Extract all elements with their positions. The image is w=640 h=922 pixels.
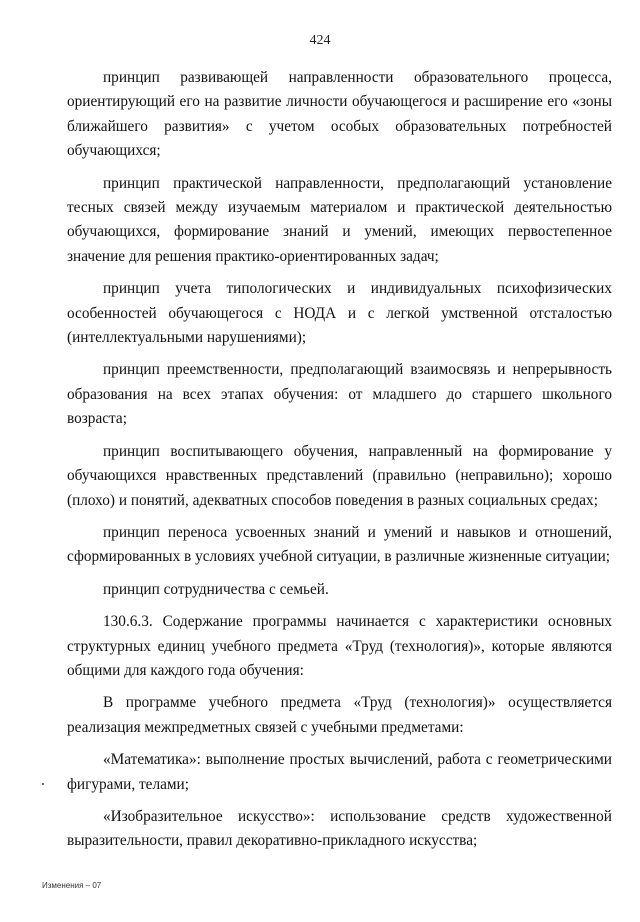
- paragraph-educating-principle: принцип воспитывающего обучения, направленный на формирование у обучающихся нравственных представлений (правильно (неправильно); хорошо (плохо) и понятий, адекватных способов поведения в разных социальных средах;: [67, 442, 612, 509]
- footer-revision-note: Изменения – 07: [42, 881, 102, 890]
- paragraph-developing-principle: принцип развивающей направленности образовательного процесса, ориентирующий его на развитие личности обучающегося и расширение его «зоны ближайшего развития» с учетом особых образовательных потребностей обучающихся;: [67, 69, 612, 160]
- paragraph-transfer-principle: принцип переноса усвоенных знаний и умений и навыков и отношений, сформированных в условиях учебной ситуации, в различные жизненные ситуации;: [67, 523, 612, 566]
- paragraph-mathematics: «Математика»: выполнение простых вычислений, работа с геометрическими фигурами, телами;: [67, 751, 612, 793]
- paragraph-interdisciplinary-links: В программе учебного предмета «Труд (технология)» осуществляется реализация межпредметных связей с учебными предметами:: [67, 694, 612, 736]
- page-number: 424: [309, 33, 331, 48]
- paragraph-continuity-principle: принцип преемственности, предполагающий взаимосвязь и непрерывность образования на всех этапах обучения: от младшего до старшего школьного возраста;: [67, 361, 612, 428]
- scan-speck: [42, 783, 44, 785]
- document-body: [67, 66, 612, 862]
- paragraph-fine-arts: «Изобразительное искусство»: использование средств художественной выразительности, правил декоративно-прикладного искусства;: [67, 807, 612, 850]
- paragraph-practical-principle: принцип практической направленности, предполагающий установление тесных связей между изучаемым материалом и практической деятельностью обучающихся, формирование знаний и умений, имеющих первостепенное значение для решения практико-ориентированных задач;: [67, 174, 612, 265]
- paragraph-section-130-6-3: 130.6.3. Содержание программы начинается с характеристики основных структурных единиц учебного предмета «Труд (технология)», которые являются общими для каждого года обучения:: [67, 613, 612, 679]
- paragraph-typological-principle: принцип учета типологических и индивидуальных психофизических особенностей обучающегося с НОДА и с легкой умственной отсталостью (интеллектуальными нарушениями);: [67, 280, 612, 347]
- paragraph-family-principle: принцип сотрудничества с семьей.: [103, 580, 329, 598]
